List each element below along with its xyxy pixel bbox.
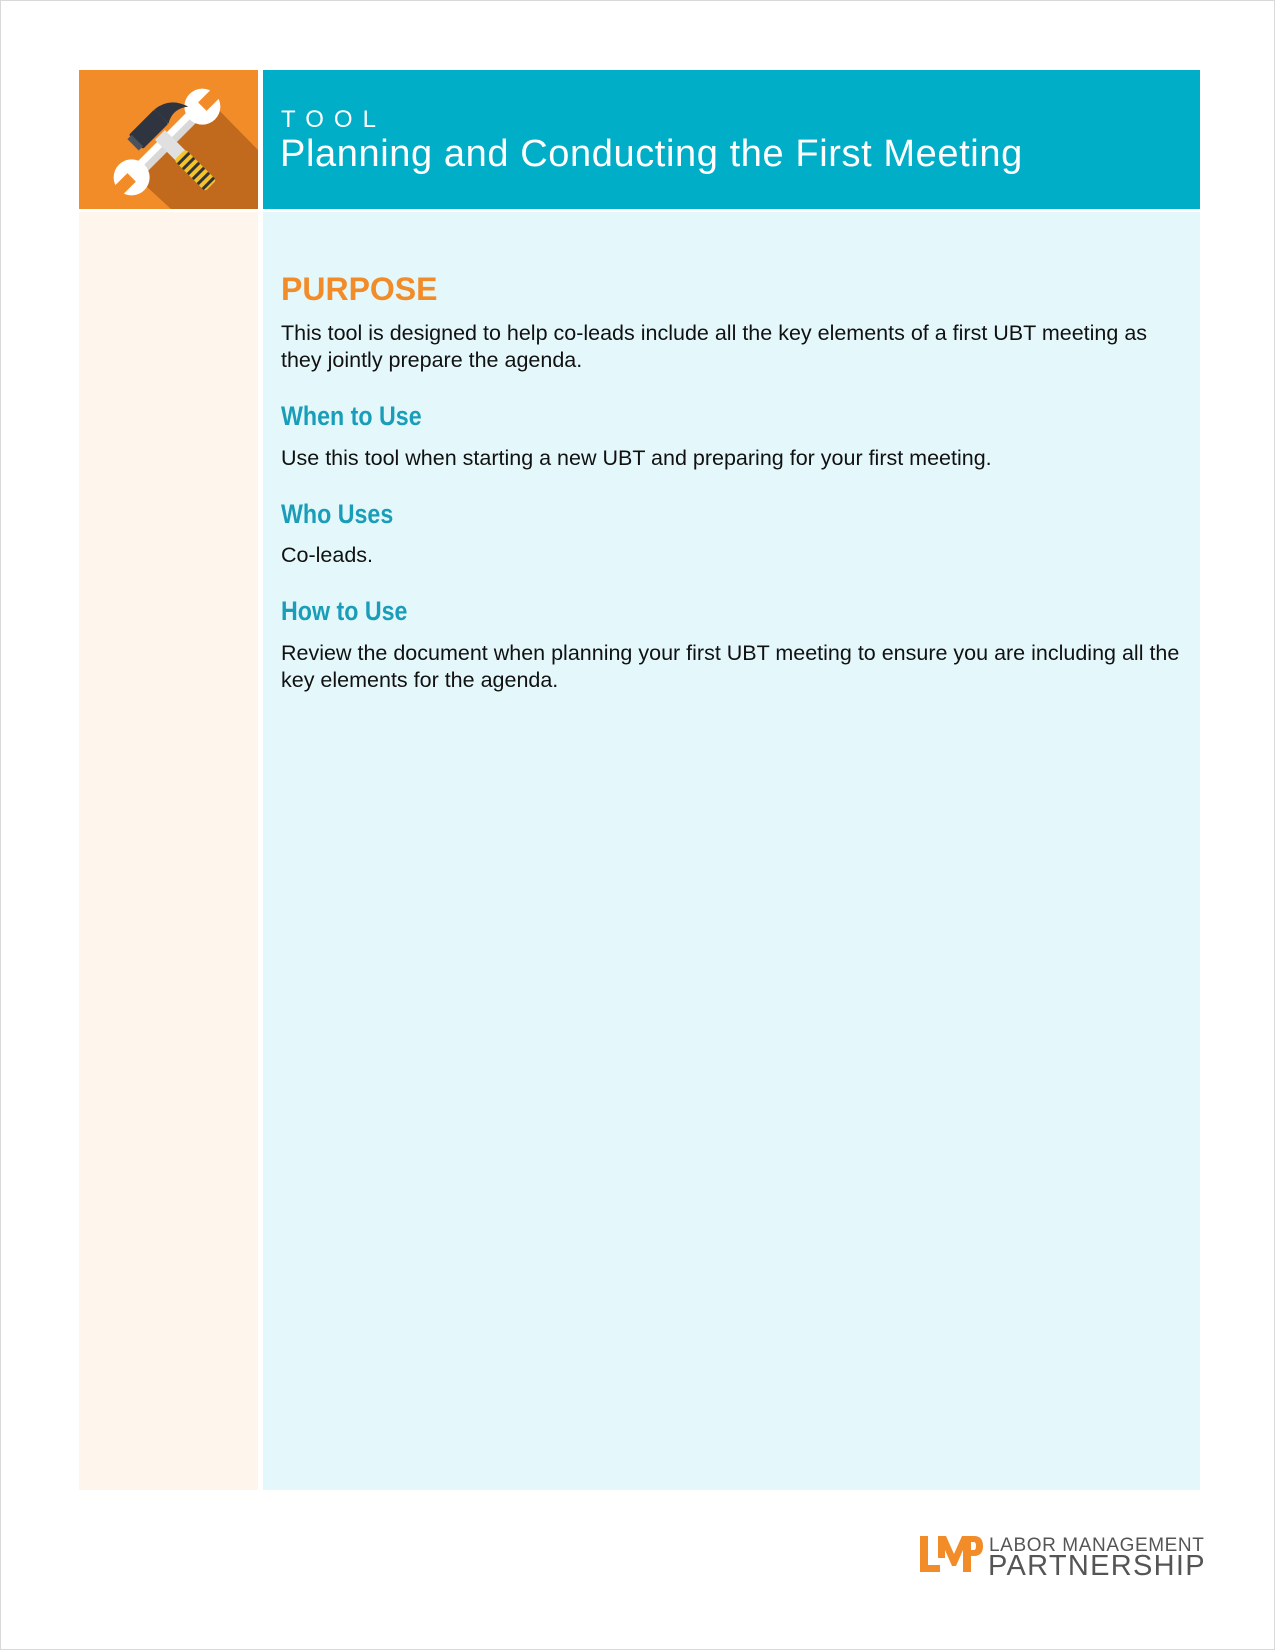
logo-line2: PARTNERSHIP — [988, 1550, 1206, 1582]
hammer-wrench-icon — [79, 70, 258, 209]
tool-icon-box — [79, 70, 258, 209]
lmp-logo — [918, 1530, 1206, 1582]
purpose-text: This tool is designed to help co-leads include all the key elements of a first UBT meeting as they jointly prepare the agenda. — [281, 321, 1148, 373]
when-to-use-heading: When to Use — [281, 401, 422, 432]
main-panel — [263, 212, 1200, 1490]
who-uses-heading: Who Uses — [281, 498, 394, 529]
page-title: Planning and Conducting the First Meeting — [280, 133, 1023, 175]
left-column — [79, 212, 258, 1490]
purpose-heading: PURPOSE — [281, 271, 438, 307]
how-to-use-heading: How to Use — [281, 596, 408, 627]
lmp-logo-mark — [918, 1534, 984, 1574]
when-to-use-text: Use this tool when starting a new UBT and preparing for your first meeting. — [281, 445, 992, 470]
content — [281, 270, 1181, 694]
who-uses-text: Co-leads. — [281, 543, 374, 568]
logo-line1: LABOR MANAGEMENT — [989, 1535, 1205, 1556]
how-to-use-text: Review the document when planning your first UBT meeting to ensure you are including all the key elements for the agenda. — [281, 640, 1180, 692]
header-kicker: TOOL — [281, 106, 386, 133]
header-bar — [263, 70, 1200, 209]
